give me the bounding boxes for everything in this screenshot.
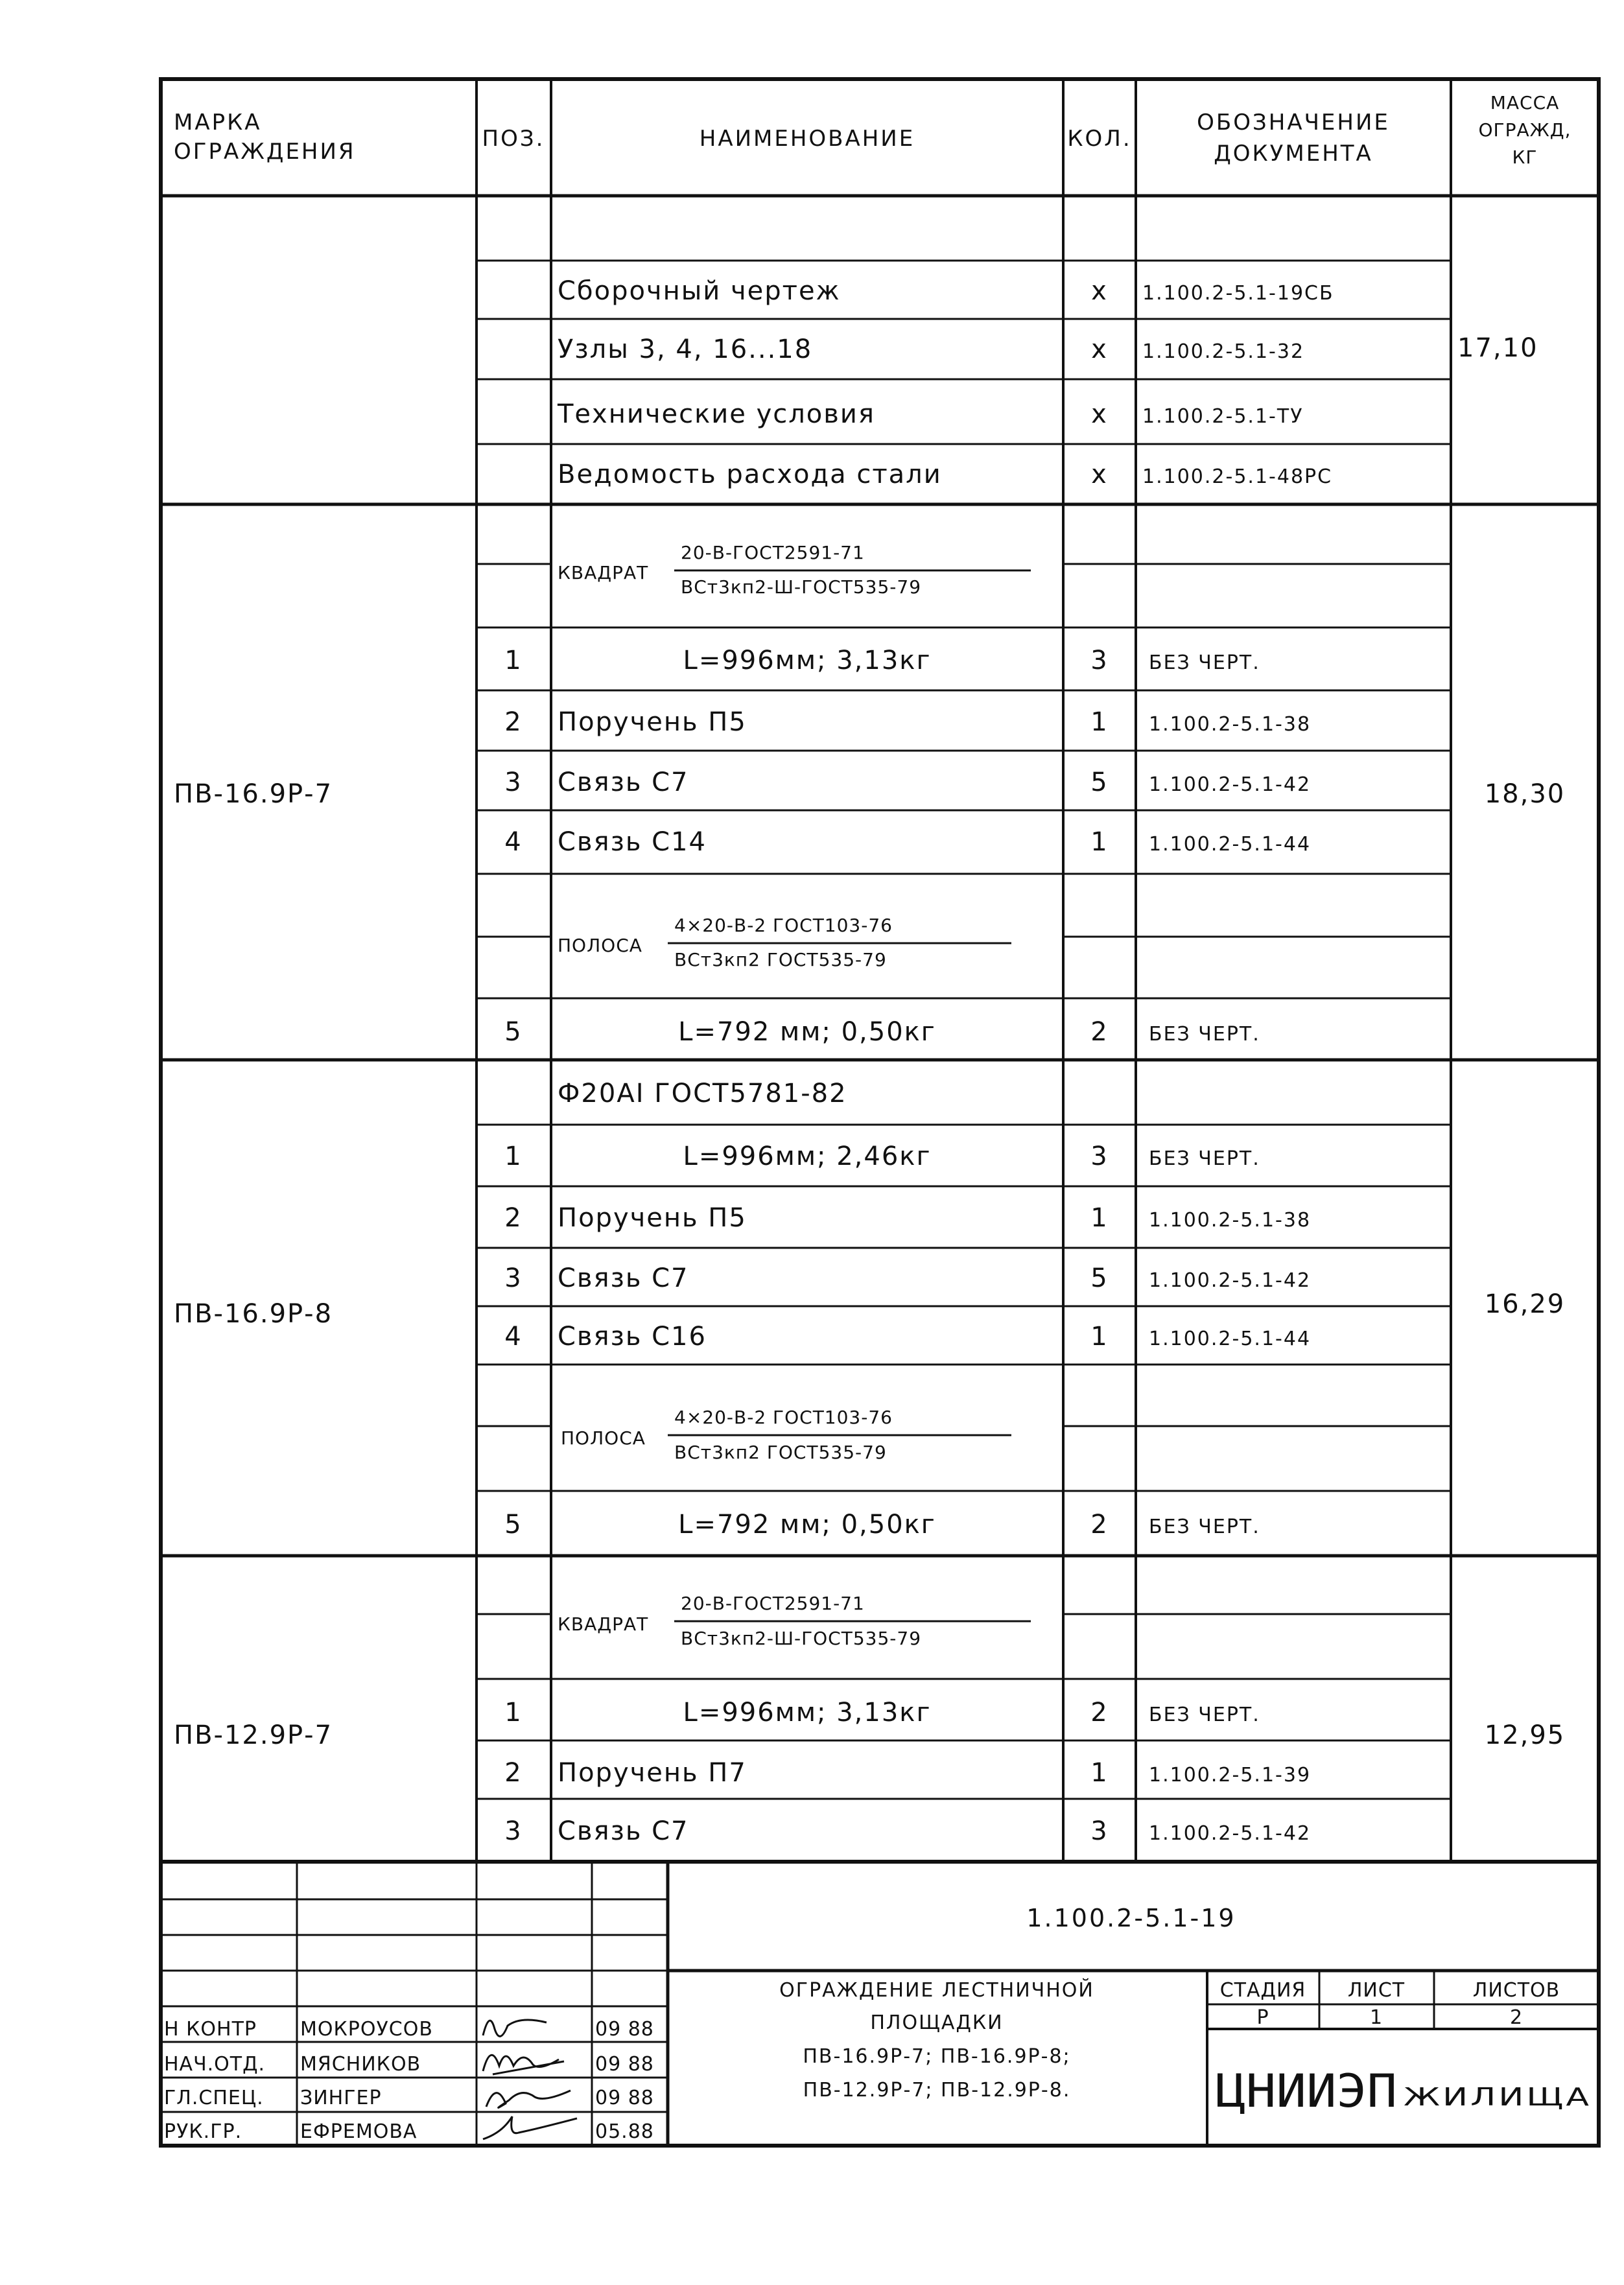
group-mass: 16,29 [1484,1289,1566,1319]
doc-row-name: Узлы 3, 4, 16...18 [558,334,813,364]
table-grid [161,79,1599,1862]
material-numerator: 4×20-В-2 ГОСТ103-76 [674,915,893,936]
signer-name: ЕФРЕМОВА [300,2120,418,2143]
doc-row-code: 1.100.2-5.1-19СБ [1142,282,1334,305]
row-qty: 2 [1090,1510,1109,1540]
row-doc: 1.100.2-5.1-42 [1149,773,1312,796]
sheet-value: 1 [1369,2006,1383,2029]
sheets-label: ЛИСТОВ [1472,1979,1560,2002]
signer-date: 09 88 [595,2087,654,2109]
material-denominator: ВСт3кп2-Ш-ГОСТ535-79 [681,576,922,598]
row-name: Поручень П5 [558,1203,747,1233]
title-line-4: ПВ-12.9Р-7; ПВ-12.9Р-8. [803,2079,1071,2102]
row-qty: 1 [1090,1203,1109,1233]
header-doc-line2: ДОКУМЕНТА [1214,141,1373,167]
row-qty: 3 [1090,1142,1109,1171]
docs-mass: 17,10 [1457,333,1538,363]
row-qty: 1 [1090,1322,1109,1352]
stage-value: Р [1256,2006,1269,2029]
signature-mark [486,2091,571,2107]
row-name: L=996мм; 3,13кг [683,646,932,675]
doc-row-qty: x [1091,334,1108,364]
title-line-3: ПВ-16.9Р-7; ПВ-16.9Р-8; [803,2045,1071,2068]
row-name: Связь С7 [558,1816,689,1846]
document-code: 1.100.2-5.1-19 [1026,1904,1236,1932]
signer-role: НАЧ.ОТД. [164,2053,266,2076]
row-name: Связь С16 [558,1322,707,1352]
title-line-2: ПЛОЩАДКИ [870,2011,1004,2034]
material-label: КВАДРАТ [558,562,649,583]
organization-suffix: ЖИЛИЩА [1404,2083,1592,2111]
row-doc: 1.100.2-5.1-44 [1149,833,1312,856]
doc-row-name: Технические условия [558,399,875,429]
group-pv-12-9r-7 [174,1593,1565,1846]
signer-date: 09 88 [595,2018,654,2041]
row-qty: 1 [1090,1758,1109,1788]
row-name: Связь С7 [558,1263,689,1293]
row-doc: БЕЗ ЧЕРТ. [1149,1704,1260,1726]
material-denominator: ВСт3кп2 ГОСТ535-79 [674,949,887,970]
row-pos: 5 [504,1510,523,1540]
doc-row-code: 1.100.2-5.1-ТУ [1142,405,1304,428]
row-name: L=996мм; 3,13кг [683,1698,932,1728]
row-pos: 2 [504,707,523,737]
header-doc-line1: ОБОЗНАЧЕНИЕ [1197,110,1390,135]
row-qty: 3 [1090,646,1109,675]
row-qty: 2 [1090,1698,1109,1728]
signer-role: РУК.ГР. [164,2120,242,2143]
signer-role: ГЛ.СПЕЦ. [164,2087,264,2109]
row-doc: 1.100.2-5.1-39 [1149,1764,1312,1787]
row-qty: 5 [1090,768,1109,797]
header-mark-line1: МАРКА [174,110,262,135]
row-name: L=792 мм; 0,50кг [678,1510,936,1540]
row-pos: 1 [504,1698,523,1728]
row-doc: БЕЗ ЧЕРТ. [1149,651,1260,674]
row-name: Поручень П5 [558,707,747,737]
material-denominator: ВСт3кп2-Ш-ГОСТ535-79 [681,1628,922,1649]
title-block-text [164,1904,1592,2143]
table-header [174,92,1571,168]
organization-name: ЦНИИЭП [1216,2065,1397,2118]
doc-row-name: Сборочный чертеж [558,276,841,306]
row-qty: 1 [1090,827,1109,857]
material-numerator: 4×20-В-2 ГОСТ103-76 [674,1407,893,1428]
sheet-label: ЛИСТ [1347,1979,1406,2002]
row-doc: БЕЗ ЧЕРТ. [1149,1147,1260,1170]
row-pos: 1 [504,646,523,675]
row-pos: 1 [504,1142,523,1171]
row-doc: БЕЗ ЧЕРТ. [1149,1516,1260,1538]
doc-row-code: 1.100.2-5.1-48РС [1142,465,1333,488]
material-text: Ф20АI ГОСТ5781-82 [558,1079,847,1108]
sheets-value: 2 [1509,2006,1524,2029]
header-qty: КОЛ. [1067,126,1132,152]
row-pos: 3 [504,1816,523,1846]
header-mass-line1: МАССА [1490,92,1560,113]
signer-name: МЯСНИКОВ [300,2053,421,2076]
material-label: КВАДРАТ [558,1613,649,1635]
group-mark: ПВ-16.9Р-8 [174,1299,333,1329]
row-name: Поручень П7 [558,1758,747,1788]
row-qty: 2 [1090,1017,1109,1047]
row-pos: 3 [504,1263,523,1293]
group-mark: ПВ-12.9Р-7 [174,1720,333,1750]
group-pv-16-9r-8 [174,1079,1565,1540]
row-doc: 1.100.2-5.1-38 [1149,1209,1312,1232]
row-name: L=996мм; 2,46кг [683,1142,932,1171]
signer-date: 05.88 [595,2120,654,2143]
row-doc: 1.100.2-5.1-38 [1149,713,1312,736]
stage-label: СТАДИЯ [1219,1979,1306,2002]
header-mark-line2: ОГРАЖДЕНИЯ [174,139,356,165]
material-denominator: ВСт3кп2 ГОСТ535-79 [674,1442,887,1463]
row-pos: 4 [504,827,523,857]
material-label: ПОЛОСА [558,935,642,956]
title-line-1: ОГРАЖДЕНИЕ ЛЕСТНИЧНОЙ [779,1979,1094,2002]
row-pos: 2 [504,1203,523,1233]
signer-name: МОКРОУСОВ [300,2018,433,2041]
signature-mark [483,2055,564,2074]
material-numerator: 20-В-ГОСТ2591-71 [681,542,865,563]
row-name: L=792 мм; 0,50кг [678,1017,936,1047]
row-doc: 1.100.2-5.1-42 [1149,1822,1312,1845]
signer-name: ЗИНГЕР [300,2087,382,2109]
row-qty: 1 [1090,707,1109,737]
header-name: НАИМЕНОВАНИЕ [699,126,915,152]
signature-mark [483,2116,577,2139]
material-numerator: 20-В-ГОСТ2591-71 [681,1593,865,1614]
doc-row-qty: x [1091,399,1108,429]
row-pos: 4 [504,1322,523,1352]
signatures [483,2020,577,2139]
row-pos: 5 [504,1017,523,1047]
header-mass-line2: ОГРАЖД, [1478,119,1571,141]
doc-row-code: 1.100.2-5.1-32 [1142,340,1305,363]
row-pos: 2 [504,1758,523,1788]
row-pos: 3 [504,768,523,797]
row-doc: БЕЗ ЧЕРТ. [1149,1023,1260,1046]
row-qty: 3 [1090,1816,1109,1846]
header-pos: ПОЗ. [482,126,545,152]
signature-mark [483,2020,547,2036]
doc-row-name: Ведомость расхода стали [558,460,942,489]
header-mass-line3: КГ [1512,146,1538,168]
doc-row-qty: x [1091,276,1108,306]
group-mass: 18,30 [1484,779,1566,809]
row-name: Связь С14 [558,827,707,857]
doc-row-qty: x [1091,460,1108,489]
docs-section [557,276,1538,489]
material-label: ПОЛОСА [561,1427,646,1449]
group-pv-16-9r-7 [174,542,1565,1047]
group-mass: 12,95 [1484,1720,1566,1750]
signer-date: 09 88 [595,2053,654,2076]
row-doc: 1.100.2-5.1-44 [1149,1328,1312,1350]
group-mark: ПВ-16.9Р-7 [174,779,333,809]
signer-role: Н КОНТР [164,2018,257,2041]
row-qty: 5 [1090,1263,1109,1293]
row-name: Связь С7 [558,768,689,797]
row-doc: 1.100.2-5.1-42 [1149,1269,1312,1292]
